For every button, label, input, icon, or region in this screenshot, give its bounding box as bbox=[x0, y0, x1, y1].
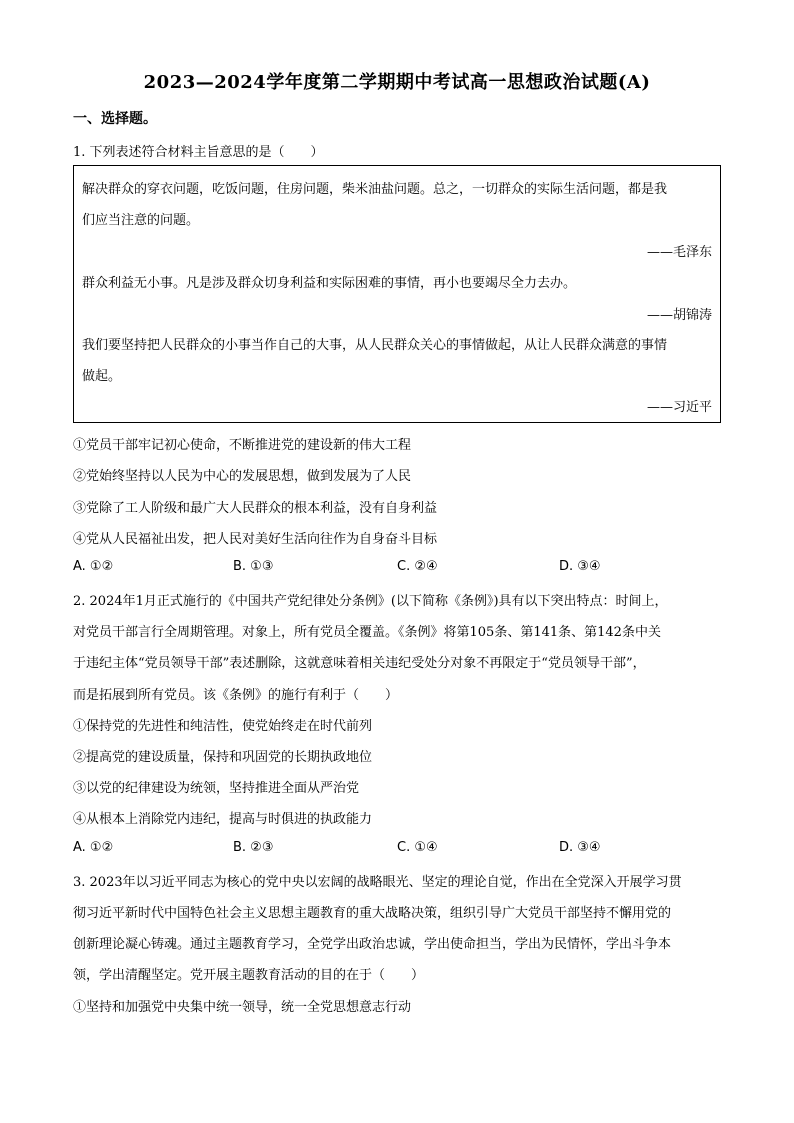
quote-line: 做起。 bbox=[82, 369, 122, 384]
q1-item: ②党始终坚持以人民为中心的发展思想，做到发展为了人民 bbox=[73, 469, 412, 484]
page-title: 2023—2024学年度第二学期期中考试高一思想政治试题(A) bbox=[143, 72, 651, 93]
option-a[interactable]: A. ①② bbox=[73, 840, 114, 855]
quote-author: ——胡锦涛 bbox=[646, 308, 712, 323]
q2-item: ①保持党的先进性和纯洁性，使党始终走在时代前列 bbox=[73, 719, 373, 734]
q1-options bbox=[73, 559, 633, 579]
q2-stem-line: 2. 2024年1月正式施行的《中国共产党纪律处分条例》(以下简称《条例》)具有以下突出特点：时间上， bbox=[73, 594, 668, 609]
quote-author: ——习近平 bbox=[646, 400, 712, 415]
option-b[interactable]: B. ②③ bbox=[233, 840, 274, 855]
option-d[interactable]: D. ③④ bbox=[559, 840, 601, 855]
q1-item: ③党除了工人阶级和最广大人民群众的根本利益，没有自身利益 bbox=[73, 501, 438, 516]
q2-stem-line: 对党员干部言行全周期管理。对象上，所有党员全覆盖。《条例》将第105条、第141条、第142条中关 bbox=[73, 625, 661, 640]
q1-stem: 1. 下列表述符合材料主旨意思的是（ ） bbox=[73, 145, 324, 160]
q2-item: ②提高党的建设质量，保持和巩固党的长期执政地位 bbox=[73, 750, 373, 765]
q2-item: ④从根本上消除党内违纪，提高与时俱进的执政能力 bbox=[73, 812, 373, 827]
q3-item: ①坚持和加强党中央集中统一领导，统一全党思想意志行动 bbox=[73, 1000, 412, 1015]
q2-stem-line: 而是拓展到所有党员。该《条例》的施行有利于（ ） bbox=[73, 688, 399, 703]
q3-stem-line: 创新理论凝心铸魂。通过主题教育学习，全党学出政治忠诚，学出使命担当，学出为民情怀，学出斗争本 bbox=[73, 937, 672, 952]
section-heading: 一、选择题。 bbox=[73, 111, 157, 127]
q1-item: ①党员干部牢记初心使命，不断推进党的建设新的伟大工程 bbox=[73, 438, 412, 453]
option-c[interactable]: C. ②④ bbox=[397, 559, 438, 574]
quote-author: ——毛泽东 bbox=[646, 245, 712, 260]
q3-stem-line: 领，学出清醒坚定。党开展主题教育活动的目的在于（ ） bbox=[73, 968, 425, 983]
quote-line: 们应当注意的问题。 bbox=[82, 213, 200, 228]
q3-stem-line: 彻习近平新时代中国特色社会主义思想主题教育的重大战略决策，组织引导广大党员干部坚持不懈用党的 bbox=[73, 906, 672, 921]
q1-item: ④党从人民福祉出发，把人民对美好生活向往作为自身奋斗目标 bbox=[73, 532, 438, 547]
quote-line: 我们要坚持把人民群众的小事当作自己的大事，从人民群众关心的事情做起，从让人民群众满意的事情 bbox=[82, 338, 668, 353]
option-d[interactable]: D. ③④ bbox=[559, 559, 601, 574]
q3-stem-line: 3. 2023年以习近平同志为核心的党中央以宏阔的战略眼光、坚定的理论自觉，作出在全党深入开展学习贯 bbox=[73, 875, 682, 890]
q1-quote-box bbox=[73, 165, 721, 423]
quote-line: 解决群众的穿衣问题，吃饭问题，住房问题，柴米油盐问题。总之，一切群众的实际生活问题，都是我 bbox=[82, 182, 668, 197]
option-b[interactable]: B. ①③ bbox=[233, 559, 274, 574]
option-c[interactable]: C. ①④ bbox=[397, 840, 438, 855]
q2-item: ③以党的纪律建设为统领，坚持推进全面从严治党 bbox=[73, 781, 360, 796]
quote-line: 群众利益无小事。凡是涉及群众切身利益和实际困难的事情，再小也要竭尽全力去办。 bbox=[82, 276, 577, 291]
q2-stem-line: 于违纪主体“党员领导干部”表述删除，这就意味着相关违纪受处分对象不再限定于“党员领导干部”， bbox=[73, 656, 646, 671]
option-a[interactable]: A. ①② bbox=[73, 559, 114, 574]
q2-options bbox=[73, 840, 633, 860]
